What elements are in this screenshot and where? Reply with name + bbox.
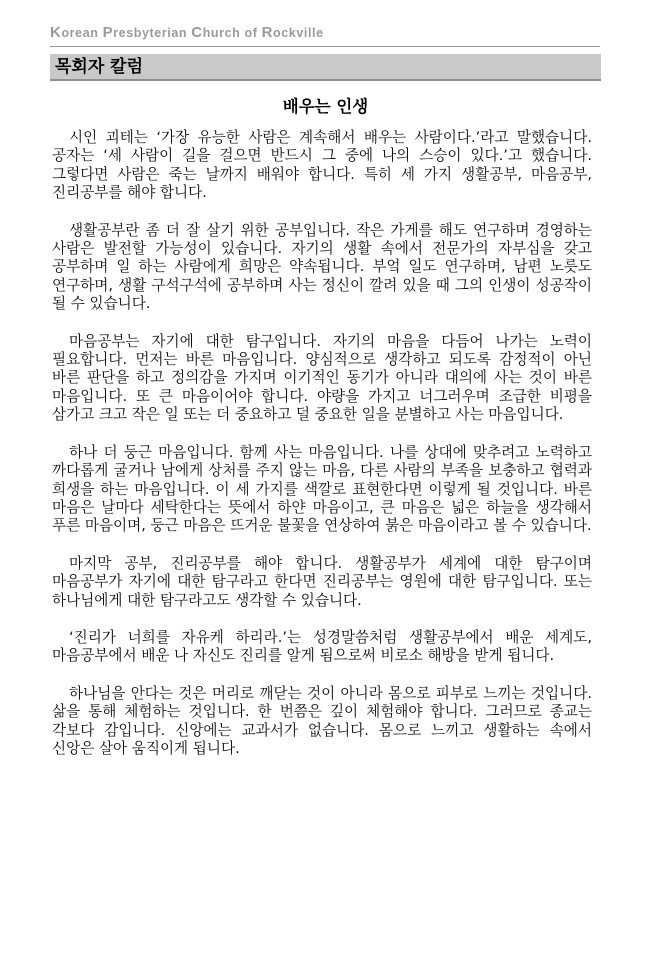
article-body	[52, 129, 592, 777]
paragraph: ‘진리가 너희를 자유케 하리라.’는 성경말씀처럼 생활공부에서 배운 세계도, 마음공부에서 배운 나 자신도 진리를 알게 됨으로써 비로소 해방을 받게 됩니다.	[52, 628, 592, 665]
paragraph: 마음공부는 자기에 대한 탐구입니다. 자기의 마음을 다듬어 나가는 노력이 필요합니다. 먼저는 바른 마음입니다. 양심적으로 생각하고 되도록 감정적이 아닌 바른 판단을 하고 정의감을 가지며 이기적인 동기가 아니라 대의에 사는 것이 바른 마음입니다. 또 큰 마음이어야 합니다. 야량을 가지고 너그러우며 조급한 비평을 삼가고 크고 작은 일 또는 더 중요하고 덜 중요한 일을 분별하고 사는 마음입니다.	[52, 332, 592, 424]
paragraph: 시인 괴테는 ‘가장 유능한 사람은 계속해서 배우는 사람이다.’라고 말했습니다. 공자는 ‘세 사람이 길을 걸으면 반드시 그 중에 나의 스승이 있다.’고 했습니다. 그렇다면 사람은 죽는 날까지 배워야 합니다. 특히 세 가지 생활공부, 마음공부, 진리공부를 해야 합니다.	[52, 129, 592, 202]
paragraph: 하나 더 둥근 마음입니다. 함께 사는 마음입니다. 나를 상대에 맞추려고 노력하고 까다롭게 굴거나 남에게 상처를 주지 않는 마음, 다른 사람의 부족을 보충하고 협력과 희생을 하는 마음입니다. 이 세 가지를 색깔로 표현한다면 이렇게 될 것입니다. 바른 마음은 날마다 세탁한다는 뜻에서 하얀 마음이고, 큰 마음은 넓은 하늘을 생각해서 푸른 마음이며, 둥근 마음은 뜨거운 불꽃을 연상하여 붉은 마음이라고 볼 수 있습니다.	[52, 443, 592, 535]
paragraph: 마지막 공부, 진리공부를 해야 합니다. 생활공부가 세계에 대한 탐구이며 마음공부가 자기에 대한 탐구라고 한다면 진리공부는 영원에 대한 탐구입니다. 또는 하나님에게 대한 탐구라고도 생각할 수 있습니다.	[52, 554, 592, 609]
masthead-word: Church	[191, 24, 241, 41]
paragraph: 하나님을 안다는 것은 머리로 깨닫는 것이 아니라 몸으로 피부로 느끼는 것입니다. 삶을 통해 체험하는 것입니다. 한 번쯤은 깊이 체험해야 합니다. 그러므로 종교는 각보다 감입니다. 신앙에는 교과서가 없습니다. 몸으로 느끼고 생활하는 속에서 신앙은 살아 움직이게 됩니다.	[52, 684, 592, 757]
church-name-header	[50, 26, 600, 40]
masthead-word: of	[244, 26, 258, 40]
masthead-word: Korean	[50, 24, 99, 41]
article-title: 배우는 인생	[282, 97, 369, 116]
masthead-word: Rockville	[261, 24, 324, 41]
masthead-word: Presbyterian	[102, 24, 188, 41]
masthead	[50, 26, 600, 47]
paragraph: 생활공부란 좀 더 잘 살기 위한 공부입니다. 작은 가게를 해도 연구하며 경영하는 사람은 발전할 가능성이 있습니다. 자기의 생활 속에서 전문가의 자부심을 갖고 공부하며 일 하는 사람에게 희망은 약속됩니다. 부엌 일도 연구하며, 남편 노릇도 연구하며, 생활 구석구석에 공부하며 사는 정신이 깔려 있을 때 그의 인생이 성공작이 될 수 있습니다.	[52, 221, 592, 313]
section-header-bar	[50, 54, 601, 81]
section-title: 목회자 칼럼	[55, 57, 144, 77]
